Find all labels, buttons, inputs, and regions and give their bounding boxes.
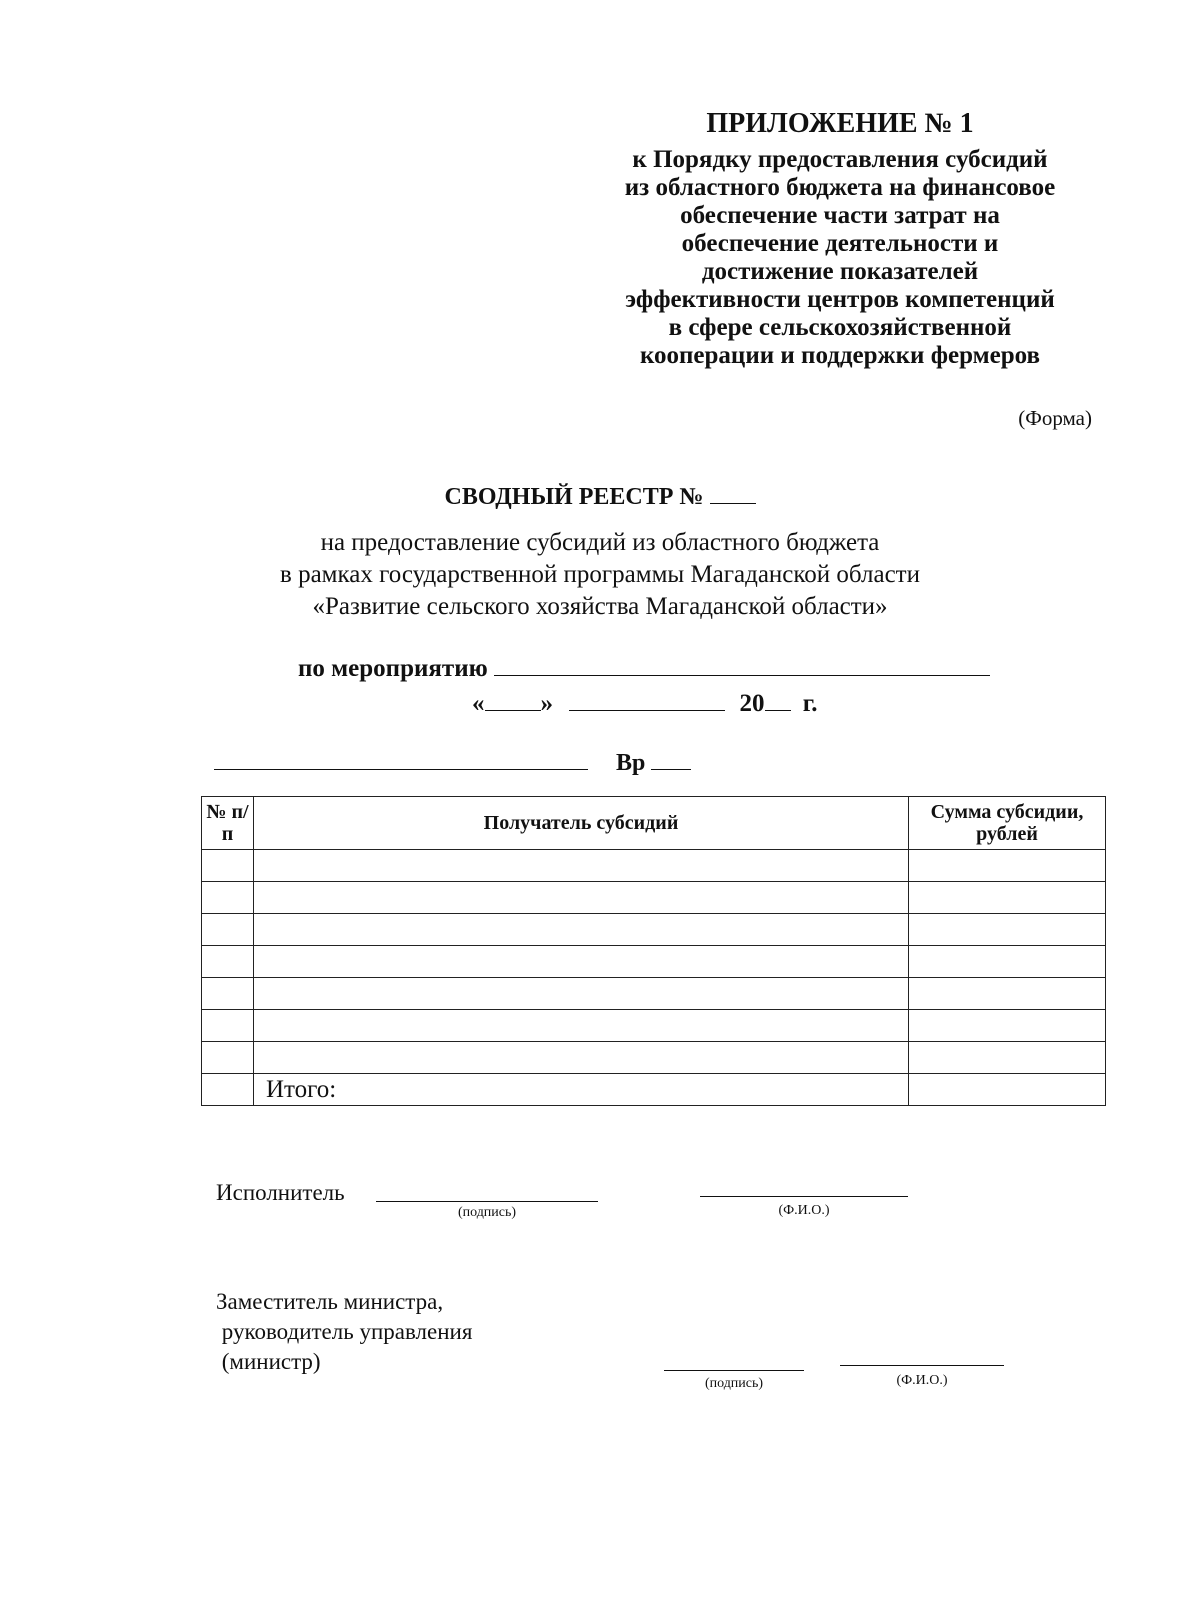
cell-amount[interactable]: [909, 1042, 1106, 1074]
cell-amount[interactable]: [909, 850, 1106, 882]
table-row: [202, 1010, 1106, 1042]
header-amount: Сумма субсидии, рублей: [909, 797, 1106, 850]
cell-amount[interactable]: [909, 914, 1106, 946]
appendix-line: обеспечение части затрат на: [680, 202, 1000, 229]
executor-fio-caption: (Ф.И.О.): [778, 1203, 830, 1218]
cell-number[interactable]: [202, 978, 254, 1010]
vr-label: Вр: [616, 750, 646, 776]
date-year-blank[interactable]: [765, 710, 791, 711]
event-blank[interactable]: [494, 675, 990, 676]
executor-label: Исполнитель: [216, 1180, 345, 1205]
table-row: [202, 882, 1106, 914]
executor-fio-line[interactable]: [700, 1196, 908, 1197]
date-year-prefix: 20: [739, 690, 765, 717]
registry-subtitle: «Развитие сельского хозяйства Магаданской области»: [312, 593, 888, 620]
cell-recipient[interactable]: [254, 1010, 909, 1042]
event-row: [298, 655, 990, 683]
total-number-cell: [202, 1074, 254, 1106]
total-label: Итого:: [254, 1074, 909, 1106]
header-number: № п/п: [202, 797, 254, 850]
date-close-quote: »: [540, 690, 553, 717]
vr-blank[interactable]: [651, 769, 691, 770]
appendix-line: эффективности центров компетенций: [625, 286, 1055, 313]
date-month-blank[interactable]: [569, 710, 725, 711]
total-amount-cell[interactable]: [909, 1074, 1106, 1106]
appendix-line: кооперации и поддержки фермеров: [639, 342, 1041, 369]
table-header-row: [202, 797, 1106, 850]
table-row: [202, 946, 1106, 978]
appendix-line: в сфере сельскохозяйственной: [668, 314, 1012, 341]
cell-recipient[interactable]: [254, 882, 909, 914]
registry-title-text: СВОДНЫЙ РЕЕСТР №: [444, 484, 704, 510]
header-recipient: Получатель субсидий: [254, 797, 909, 850]
registry-title-block: [180, 484, 1020, 623]
cell-number[interactable]: [202, 1010, 254, 1042]
deputy-fio-caption: (Ф.И.О.): [896, 1373, 948, 1388]
table-row: [202, 914, 1106, 946]
cell-number[interactable]: [202, 914, 254, 946]
registry-subtitles: [180, 527, 1020, 623]
registry-subtitle: в рамках государственной программы Магаданской области: [280, 561, 920, 588]
cell-recipient[interactable]: [254, 914, 909, 946]
cell-amount[interactable]: [909, 882, 1106, 914]
executor-signature-caption: (подпись): [457, 1205, 517, 1220]
appendix-line: из областного бюджета на финансовое: [624, 174, 1056, 201]
total-row: [202, 1074, 1106, 1106]
appendix-title: ПРИЛОЖЕНИЕ № 1: [706, 108, 974, 139]
cell-recipient[interactable]: [254, 850, 909, 882]
cell-number[interactable]: [202, 1042, 254, 1074]
appendix-header: [600, 110, 1080, 370]
cell-number[interactable]: [202, 946, 254, 978]
cell-number[interactable]: [202, 882, 254, 914]
event-label: по мероприятию: [298, 655, 488, 682]
deputy-label-line: руководитель управления: [216, 1319, 473, 1344]
form-label: (Форма): [1018, 406, 1092, 430]
date-open-quote: «: [472, 690, 485, 717]
deputy-signature-caption: (подпись): [704, 1376, 764, 1391]
registry-number-blank[interactable]: [710, 503, 756, 504]
deputy-label-line: (министр): [216, 1349, 321, 1374]
deputy-label-line: Заместитель министра,: [216, 1289, 444, 1314]
table-row: [202, 850, 1106, 882]
deputy-fio-line[interactable]: [840, 1365, 1004, 1366]
appendix-line: к Порядку предоставления субсидий: [632, 146, 1048, 173]
cell-amount[interactable]: [909, 946, 1106, 978]
cell-recipient[interactable]: [254, 978, 909, 1010]
appendix-line: достижение показателей: [701, 258, 979, 285]
cell-recipient[interactable]: [254, 946, 909, 978]
registry-title: [444, 484, 755, 511]
deputy-minister-label: [216, 1287, 472, 1377]
table-row: [202, 1042, 1106, 1074]
date-year-suffix: г.: [802, 690, 818, 717]
table-row: [202, 978, 1106, 1010]
executor-signature-line[interactable]: [376, 1201, 598, 1202]
register-table: [201, 796, 1106, 1106]
cell-amount[interactable]: [909, 1010, 1106, 1042]
vr-row: [214, 750, 691, 777]
cell-recipient[interactable]: [254, 1042, 909, 1074]
registry-subtitle: на предоставление субсидий из областного бюджета: [320, 529, 880, 556]
deputy-signature-line[interactable]: [664, 1370, 804, 1371]
date-row: [472, 690, 818, 718]
cell-amount[interactable]: [909, 978, 1106, 1010]
cell-number[interactable]: [202, 850, 254, 882]
appendix-line: обеспечение деятельности и: [681, 230, 999, 257]
organization-blank[interactable]: [214, 769, 588, 770]
date-day-blank[interactable]: [485, 710, 541, 711]
